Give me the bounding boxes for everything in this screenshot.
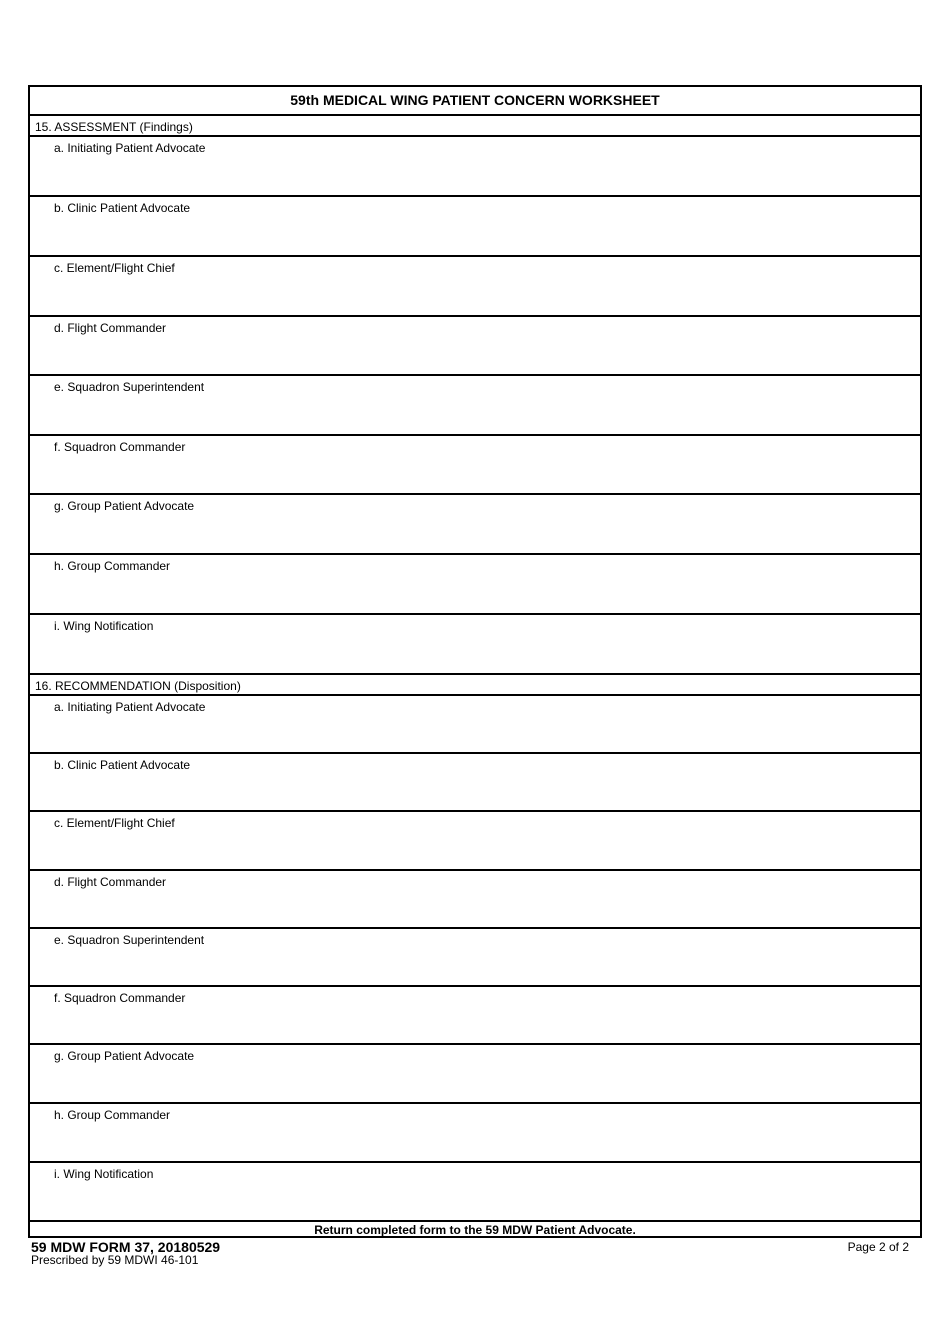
assessment-row-clinic-patient-advocate[interactable] xyxy=(30,197,920,257)
recommendation-row-squadron-commander[interactable] xyxy=(30,987,920,1045)
recommendation-row-element-flight-chief[interactable] xyxy=(30,812,920,871)
row-label: i. Wing Notification xyxy=(54,1167,154,1181)
recommendation-row-group-patient-advocate[interactable] xyxy=(30,1045,920,1104)
assessment-row-initiating-patient-advocate[interactable] xyxy=(30,137,920,197)
assessment-row-element-flight-chief[interactable] xyxy=(30,257,920,317)
row-label: d. Flight Commander xyxy=(54,875,167,889)
assessment-row-group-commander[interactable] xyxy=(30,555,920,615)
row-label: a. Initiating Patient Advocate xyxy=(54,700,206,714)
return-instructions: Return completed form to the 59 MDW Patient Advocate. xyxy=(314,1223,636,1237)
row-label: a. Initiating Patient Advocate xyxy=(54,141,206,155)
prescribed-by: Prescribed by 59 MDWI 46-101 xyxy=(31,1253,199,1267)
assessment-row-squadron-commander[interactable] xyxy=(30,436,920,495)
row-label: g. Group Patient Advocate xyxy=(54,499,195,513)
section-15-header xyxy=(30,116,920,137)
row-label: c. Element/Flight Chief xyxy=(54,261,175,275)
form-frame xyxy=(28,85,922,1238)
form-number: 59 MDW FORM 37, 20180529 xyxy=(31,1239,221,1255)
recommendation-row-group-commander[interactable] xyxy=(30,1104,920,1163)
row-label: e. Squadron Superintendent xyxy=(54,933,205,947)
row-label: h. Group Commander xyxy=(54,559,171,573)
row-label: h. Group Commander xyxy=(54,1108,171,1122)
page-number: Page 2 of 2 xyxy=(847,1240,909,1254)
row-label: c. Element/Flight Chief xyxy=(54,816,175,830)
section-16-header-label: 16. RECOMMENDATION (Disposition) xyxy=(35,679,241,693)
row-label: b. Clinic Patient Advocate xyxy=(54,201,191,215)
row-label: g. Group Patient Advocate xyxy=(54,1049,195,1063)
row-label: b. Clinic Patient Advocate xyxy=(54,758,191,772)
row-label: i. Wing Notification xyxy=(54,619,154,633)
row-label: e. Squadron Superintendent xyxy=(54,380,205,394)
assessment-row-flight-commander[interactable] xyxy=(30,317,920,376)
row-label: f. Squadron Commander xyxy=(54,991,186,1005)
form-title: 59th MEDICAL WING PATIENT CONCERN WORKSHEET xyxy=(30,87,920,116)
recommendation-row-initiating-patient-advocate[interactable] xyxy=(30,696,920,754)
assessment-row-squadron-superintendent[interactable] xyxy=(30,376,920,436)
row-label: f. Squadron Commander xyxy=(54,440,186,454)
recommendation-row-clinic-patient-advocate[interactable] xyxy=(30,754,920,812)
recommendation-row-wing-notification[interactable] xyxy=(30,1163,920,1222)
recommendation-row-squadron-superintendent[interactable] xyxy=(30,929,920,987)
assessment-row-wing-notification[interactable] xyxy=(30,615,920,675)
assessment-row-group-patient-advocate[interactable] xyxy=(30,495,920,555)
section-15-header-label: 15. ASSESSMENT (Findings) xyxy=(35,120,193,134)
row-label: d. Flight Commander xyxy=(54,321,167,335)
section-16-header xyxy=(30,675,920,696)
recommendation-row-flight-commander[interactable] xyxy=(30,871,920,929)
